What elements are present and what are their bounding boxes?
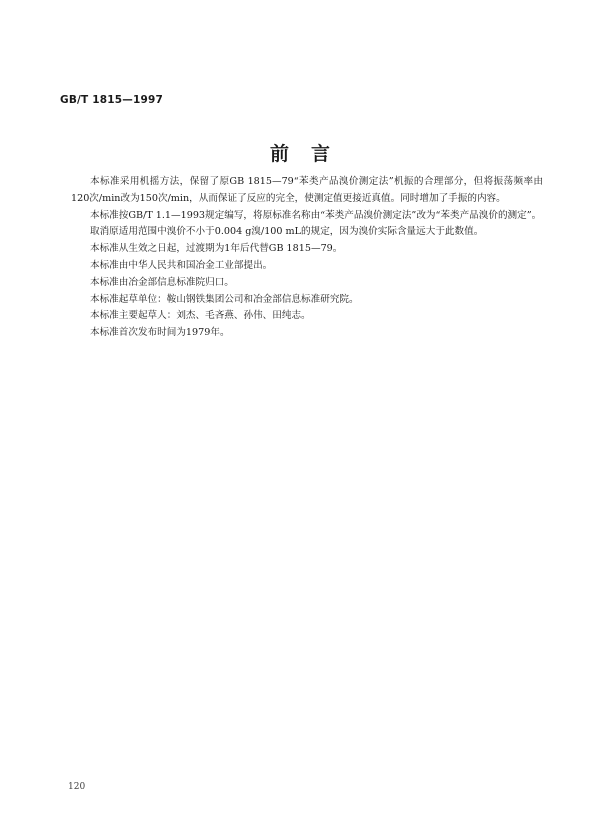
preface-paragraph: 本标准从生效之日起，过渡期为1年后代替GB 1815—79。 [90, 243, 343, 255]
preface-paragraph: 本标准由冶金部信息标准院归口。 [90, 276, 234, 288]
preface-paragraph: 本标准起草单位：鞍山钢铁集团公司和冶金部信息标准研究院。 [90, 293, 359, 305]
preface-paragraph: 取消原适用范围中溴价不小于0.004 g溴/100 mL的规定，因为溴价实际含量远大于此数值。 [90, 226, 484, 238]
preface-body [71, 174, 543, 342]
page-number: 120 [68, 782, 86, 792]
preface-paragraph: 本标准首次发布时间为1979年。 [90, 327, 230, 339]
standard-code: GB/T 1815—1997 [60, 94, 164, 106]
preface-paragraph: 本标准由中华人民共和国冶金工业部提出。 [90, 259, 273, 271]
preface-paragraph: 本标准采用机摇方法，保留了原GB 1815—79“苯类产品溴价测定法”机振的合理部分，但将振荡频率由120次/min改为150次/min，从而保证了反应的完全，使测定值更接近真值。同时增加了手振的内容。 [71, 176, 543, 204]
preface-paragraph: 本标准主要起草人：刘杰、毛吝燕、孙伟、田纯志。 [90, 310, 311, 322]
preface-paragraph: 本标准按GB/T 1.1—1993规定编写，将原标准名称由“苯类产品溴价测定法”改为“苯类产品溴价的测定”。 [90, 209, 542, 221]
page-title: 前言 [269, 143, 352, 165]
